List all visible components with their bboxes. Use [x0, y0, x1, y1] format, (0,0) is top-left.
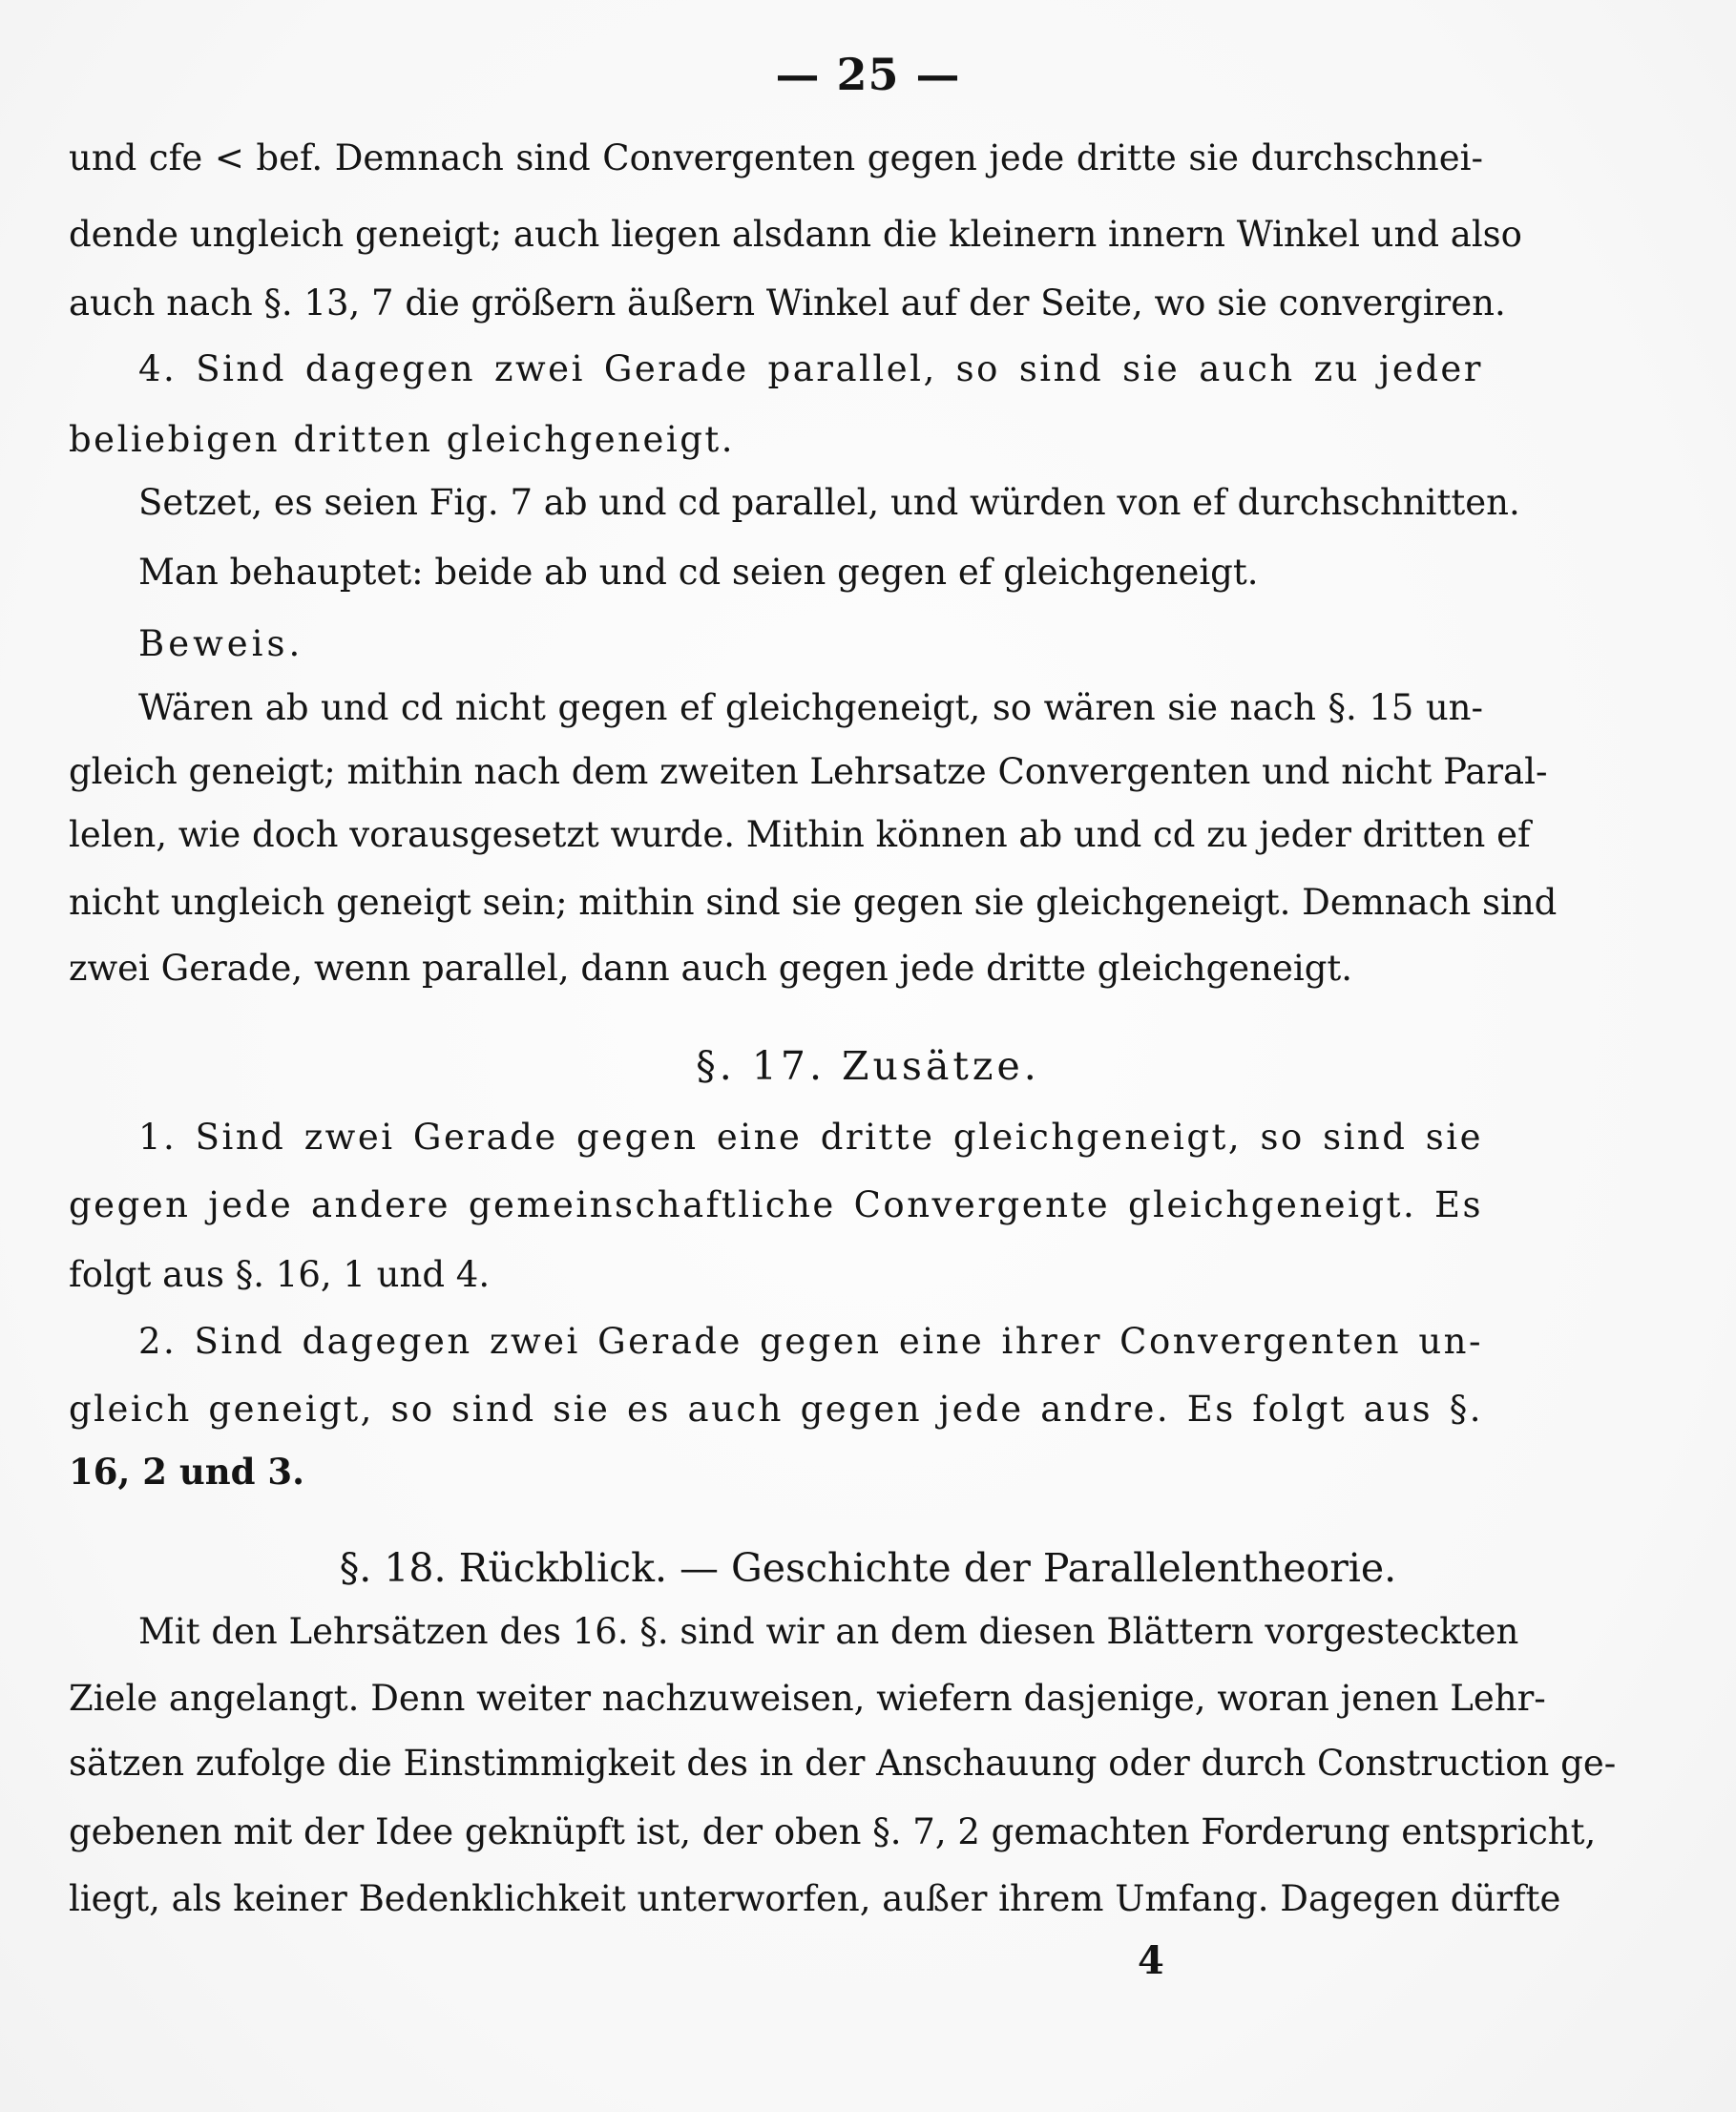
text-line: Mit den Lehrsätzen des 16. §. sind wir an dem diesen Blättern vorgesteckten: [138, 1611, 1519, 1652]
text-line: Man behauptet: beide ab und cd seien gegen ef gleichgeneigt.: [138, 552, 1259, 593]
section-17-heading: §. 17. Zusätze.: [696, 1043, 1040, 1089]
text-line: Setzet, es seien Fig. 7 ab und cd parallel, und würden von ef durchschnitten.: [138, 482, 1520, 523]
corollary-2-line: 2. Sind dagegen zwei Gerade gegen eine ihrer Convergenten un-: [138, 1321, 1483, 1362]
corollary-1-line: folgt aus §. 16, 1 und 4.: [69, 1254, 491, 1295]
text-line: Wären ab und cd nicht gegen ef gleichgeneigt, so wären sie nach §. 15 un-: [138, 687, 1483, 728]
section-18-heading: §. 18. Rückblick. — Geschichte der Parallelentheorie.: [339, 1545, 1397, 1591]
corollary-2-line: 16, 2 und 3.: [69, 1451, 305, 1493]
corollary-2-line: gleich geneigt, so sind sie es auch gegen jede andre. Es folgt aus §.: [69, 1389, 1483, 1430]
text-line: gleich geneigt; mithin nach dem zweiten Lehrsatze Convergenten und nicht Paral-: [69, 751, 1548, 792]
corollary-1-line: 1. Sind zwei Gerade gegen eine dritte gleichgeneigt, so sind sie: [138, 1117, 1483, 1158]
text-line: zwei Gerade, wenn parallel, dann auch gegen jede dritte gleichgeneigt.: [69, 948, 1353, 989]
theorem-4-line: beliebigen dritten gleichgeneigt.: [69, 419, 736, 460]
signature-mark: 4: [1138, 1938, 1164, 1983]
text-line: gebenen mit der Idee geknüpft ist, der oben §. 7, 2 gemachten Forderung entspricht,: [69, 1811, 1597, 1852]
proof-heading: Beweis.: [138, 623, 304, 664]
text-line: nicht ungleich geneigt sein; mithin sind sie gegen sie gleichgeneigt. Demnach sind: [69, 882, 1558, 923]
corollary-1-line: gegen jede andere gemeinschaftliche Convergente gleichgeneigt. Es: [69, 1184, 1483, 1225]
text-line: auch nach §. 13, 7 die größern äußern Winkel auf der Seite, wo sie convergiren.: [69, 282, 1506, 324]
text-line: dende ungleich geneigt; auch liegen alsdann die kleinern innern Winkel und also: [69, 214, 1522, 255]
text-line: liegt, als keiner Bedenklichkeit unterworfen, außer ihrem Umfang. Dagegen dürfte: [69, 1878, 1561, 1919]
theorem-4-line: 4. Sind dagegen zwei Gerade parallel, so sind sie auch zu jeder: [138, 348, 1483, 389]
text-line: lelen, wie doch vorausgesetzt wurde. Mithin können ab und cd zu jeder dritten ef: [69, 814, 1531, 855]
page-number: — 25 —: [775, 49, 961, 100]
text-line: und cfe < bef. Demnach sind Convergenten gegen jede dritte sie durchschnei-: [69, 137, 1483, 178]
text-line: Ziele angelangt. Denn weiter nachzuweisen, wiefern dasjenige, woran jenen Lehr-: [69, 1678, 1546, 1719]
text-line: sätzen zufolge die Einstimmigkeit des in der Anschauung oder durch Construction ge-: [69, 1743, 1617, 1784]
